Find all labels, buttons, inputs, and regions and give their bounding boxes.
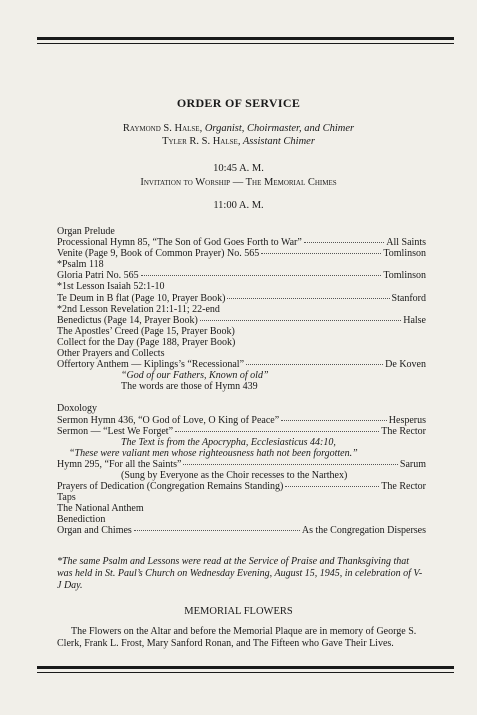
list-item: Processional Hymn 85, “The Son of God Goes Forth to War” All Saints [57,237,426,249]
list-item: Collect for the Day (Page 188, Prayer Book) [57,336,236,348]
assistant-line [0,136,477,147]
organist-role: , Organist, Choirmaster, and Chimer [199,123,355,134]
time-1100: 11:00 A. M. [213,200,264,211]
list-item: The National Anthem [57,503,144,515]
list-item: Benediction [57,514,106,526]
list-item: The words are those of Hymn 439 [121,381,258,393]
list-item: Taps [57,492,76,504]
list-item: Hymn 295, “For all the Saints” Sarum [57,458,426,470]
list-item: Organ and Chimes As the Congregation Disperses [57,525,426,537]
list-item: Benedictus (Page 14, Prayer Book) Halse [57,314,426,326]
organist-name: Raymond S. Halse [122,123,200,134]
list-item: *Psalm 118 [57,259,104,271]
list-item: “These were valiant men whose righteousness hath not been forgotten.” [69,447,358,459]
list-item: Doxology [57,403,97,415]
list-item: Sermon Hymn 436, “O God of Love, O King of Peace” Hesperus [57,414,426,426]
memorial-flowers-heading: MEMORIAL FLOWERS [184,606,293,617]
list-item: *1st Lesson Isaiah 52:1-10 [57,281,165,293]
order-of-service-list [57,226,426,537]
list-item: Sermon — “Lest We Forget” The Rector [57,425,426,437]
list-item: (Sung by Everyone as the Choir recesses to the Narthex) [121,469,348,481]
list-item: The Apostles’ Creed (Page 15, Prayer Book) [57,325,235,337]
list-item: The Text is from the Apocrypha, Ecclesiasticus 44:10, [121,436,336,448]
list-item: Venite (Page 9, Book of Common Prayer) No. 565 Tomlinson [57,248,426,260]
top-double-rule [37,37,454,44]
invitation-line: Invitation to Worship — The Memorial Chimes [140,177,337,188]
footnote: *The same Psalm and Lessons were read at the Service of Praise and Thanksgiving that was held in St. Paul’s Church on Wednesday Evening, August 15, 1945, in celebration of V-J Day. [57,556,423,591]
organist-line [0,123,477,134]
list-item: *2nd Lesson Revelation 21:1-11; 22-end [57,303,220,315]
list-item: Other Prayers and Collects [57,348,165,360]
assistant-name: Tyler R. S. Halse [162,136,238,147]
list-item: Offertory Anthem — Kiplings’s “Recessional” De Koven [57,359,426,371]
list-item: Te Deum in B flat (Page 10, Prayer Book) Stanford [57,292,426,304]
page-title: ORDER OF SERVICE [176,96,301,110]
list-item: Organ Prelude [57,226,115,237]
assistant-role: , Assistant Chimer [237,136,315,147]
list-item: Gloria Patri No. 565 Tomlinson [57,270,426,282]
list-item: Prayers of Dedication (Congregation Remains Standing) The Rector [57,481,426,493]
time-1045: 10:45 A. M. [213,163,264,174]
memorial-flowers-text: The Flowers on the Altar and before the Memorial Plaque are in memory of George S. Clerk, Frank L. Frost, Mary Sanford Ronan, and The Fifteen who Gave Their Lives. [57,626,417,649]
list-item: “God of our Fathers, Known of old” [121,370,269,382]
bottom-double-rule [37,666,454,673]
